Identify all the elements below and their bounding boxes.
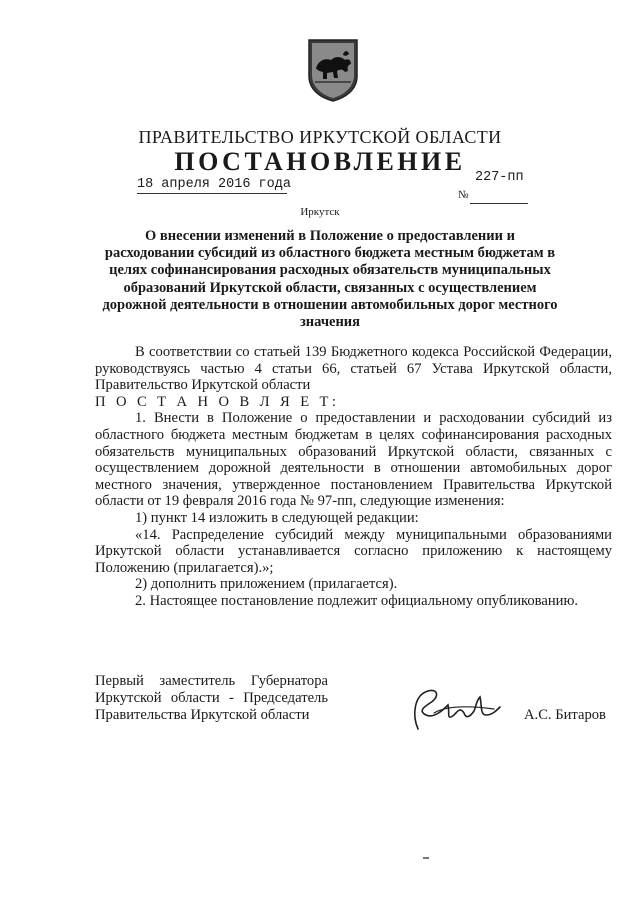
document-body <box>95 344 612 610</box>
subitem-1-paragraph: 1) пункт 14 изложить в следующей редакции: <box>135 509 419 526</box>
number-underline <box>470 203 528 204</box>
preamble-paragraph: В соответствии со статьей 139 Бюджетного кодекса Российской Федерации, руководствуясь частью 4 статьи 66, статьей 67 Устава Иркутской области, Правительство Иркутской области <box>95 344 612 394</box>
document-type: ПОСТАНОВЛЕНИЕ <box>174 147 466 176</box>
decree-heading: П О С Т А Н О В Л Я Е Т: <box>95 393 340 410</box>
handwritten-signature-icon <box>404 685 504 733</box>
signatory-position <box>95 673 328 724</box>
item-2-paragraph: 2. Настоящее постановление подлежит официальному опубликованию. <box>135 592 579 609</box>
position-line-2: Иркутской области - Председатель <box>95 690 328 706</box>
position-line-1: Первый заместитель Губернатора <box>95 673 328 689</box>
number-sign: № <box>458 189 469 201</box>
subitem-2-paragraph: 2) дополнить приложением (прилагается). <box>135 576 398 593</box>
document-number: 227-пп <box>475 170 524 185</box>
scan-speck <box>423 857 429 859</box>
document-date: 18 апреля 2016 года <box>137 177 291 192</box>
quoted-amendment-paragraph: «14. Распределение субсидий между муниципальными образованиями Иркутской области устанавливается согласно приложению к настоящему Положению (прилагается).»; <box>95 526 612 576</box>
item-1-paragraph: 1. Внести в Положение о предоставлении и расходовании субсидий из областного бюджета местным бюджетам в целях софинансирования расходных обязательств муниципальных образований Иркутской области, связанных с осуществлением дорожной деятельности в отношении автомобильных дорог местного значения, утвержденное постановлением Правительства Иркутской области от 19 февраля 2016 года № 97-пп, следующие изменения: <box>95 410 612 510</box>
organization-name: ПРАВИТЕЛЬСТВО ИРКУТСКОЙ ОБЛАСТИ <box>138 127 502 147</box>
coat-of-arms-icon <box>307 38 359 102</box>
signatory-name: А.С. Битаров <box>524 707 606 723</box>
position-line-3: Правительства Иркутской области <box>95 707 310 723</box>
document-title: О внесении изменений в Положение о предоставлении и расходовании субсидий из областного бюджета местным бюджетам в целях софинансирования расходных обязательств муниципальных образований Иркутской области, связанных с осуществлением дорожной деятельности в отношении автомобильных дорог местного значения <box>102 228 558 331</box>
city: Иркутск <box>300 206 340 218</box>
